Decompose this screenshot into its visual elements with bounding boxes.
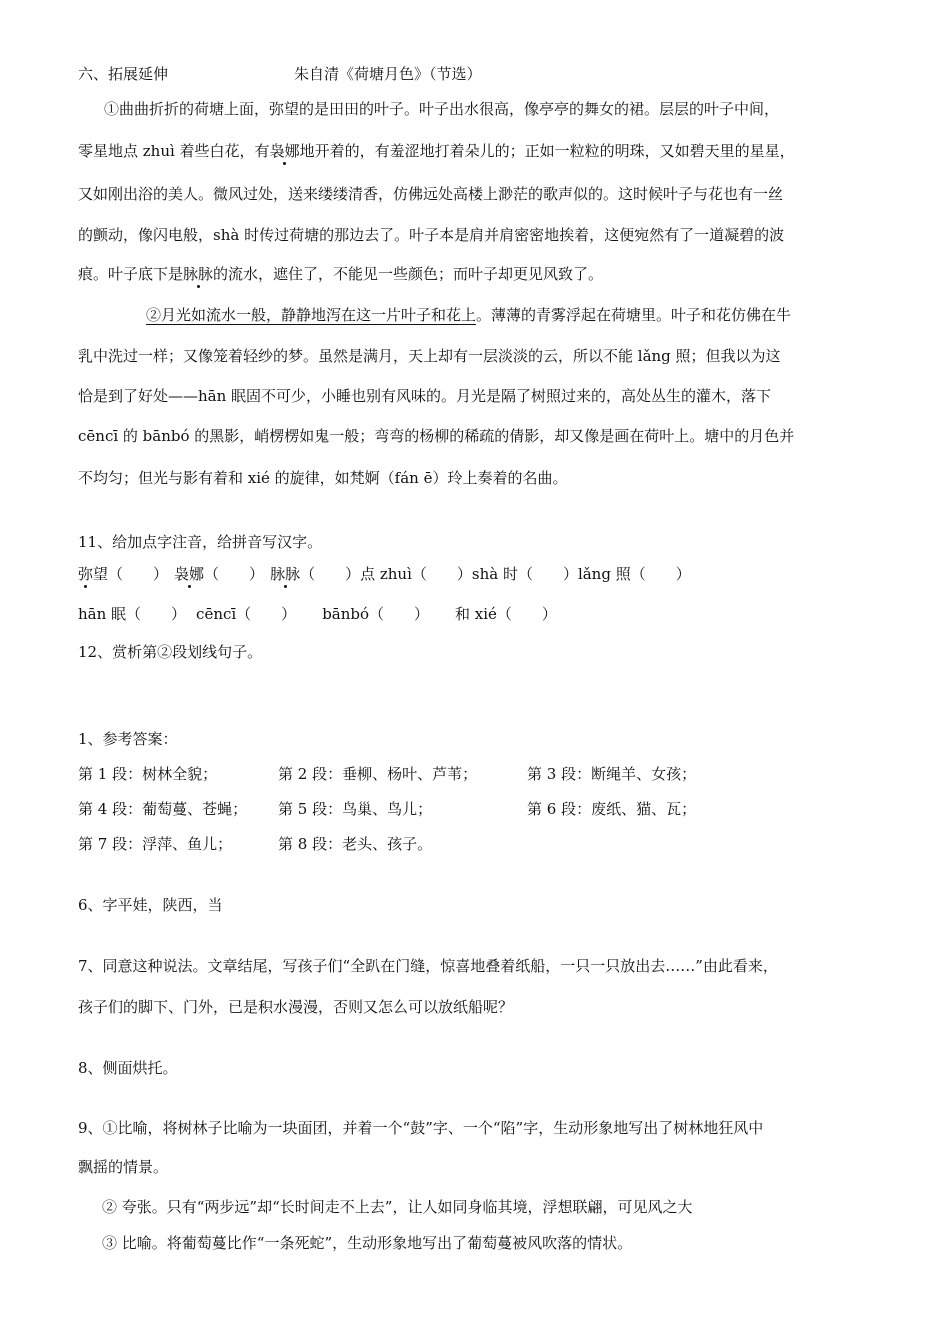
source-title: 朱自清《荷塘月色》（节选） bbox=[294, 65, 482, 83]
underlined-sentence: ②月光如流水一般，静静地泻在这一片叶子和花上 bbox=[146, 306, 477, 324]
p2-line: 乳中洗过一样；又像笼着轻纱的梦。虽然是满月，天上却有一层淡淡的云，所以不能 lǎng 照；但我以为这 bbox=[78, 347, 781, 365]
p2-line: 恰是到了好处——hān 眠固不可少，小睡也别有风味的。月光是隔了树照过来的，高处丛生的灌木，落下 bbox=[78, 387, 772, 405]
answer-cell: 第 7 段：浮萍、鱼儿； bbox=[78, 835, 233, 853]
answer-1-title: 1、参考答案： bbox=[78, 730, 178, 748]
section-heading bbox=[78, 64, 482, 84]
dotted-char: 袅娜 bbox=[269, 142, 300, 160]
answer-9-line: 9、①比喻，将树林子比喻为一块面团，并着一个“鼓”字、一个“陷”字，生动形象地写出了树林地狂风中 bbox=[78, 1119, 764, 1137]
section-title: 六、拓展延伸 bbox=[78, 65, 169, 83]
dotted-char: 袅娜 bbox=[174, 565, 205, 583]
answer-9-line: ② 夸张。只有“两步远”却“长时间走不上去”，让人如同身临其境，浮想联翩，可见风之大 bbox=[102, 1198, 693, 1216]
answer-cell: 第 2 段：垂柳、杨叶、芦苇； bbox=[278, 765, 478, 783]
answer-9-line: ③ 比喻。将葡萄蔓比作“一条死蛇”，生动形象地写出了葡萄蔓被风吹落的情状。 bbox=[102, 1234, 633, 1252]
question-11-row-1: 弥望（ ） 袅娜（ ） 脉脉（ ）点 zhuì（ ）shà 时（ ）lǎng 照（ ） bbox=[78, 565, 691, 583]
p1-line: 零星地点 zhuì 着些白花，有袅娜地开着的，有羞涩地打着朵儿的；正如一粒粒的明珠，又如碧天里的星星， bbox=[78, 142, 795, 160]
dotted-char: 弥 bbox=[78, 565, 94, 583]
answer-7-line: 孩子们的脚下、门外，已是积水漫漫，否则又怎么可以放纸船呢？ bbox=[78, 998, 514, 1016]
p2-line: ②月光如流水一般，静静地泻在这一片叶子和花上。薄薄的青雾浮起在荷塘里。叶子和花仿佛在牛 bbox=[146, 306, 792, 324]
answer-6: 6、字平娃，陕西，当 bbox=[78, 896, 223, 914]
question-11-title: 11、给加点字注音，给拼音写汉字。 bbox=[78, 533, 323, 551]
answer-9-line: 飘摇的情景。 bbox=[78, 1158, 169, 1176]
p2-line: 不均匀；但光与影有着和 xié 的旋律，如梵婀（fán ē）玲上奏着的名曲。 bbox=[78, 469, 568, 487]
question-12-title: 12、赏析第②段划线句子。 bbox=[78, 643, 263, 661]
answer-cell: 第 4 段：葡萄蔓、苍蝇； bbox=[78, 800, 248, 818]
p1-line: 又如刚出浴的美人。微风过处，送来缕缕清香，仿佛远处高楼上渺茫的歌声似的。这时候叶子与花也有一丝 bbox=[78, 185, 784, 203]
dotted-char: 脉脉 bbox=[270, 565, 301, 583]
answer-cell: 第 5 段：鸟巢、鸟儿； bbox=[278, 800, 433, 818]
p2-line: cēncī 的 bānbó 的黑影，峭楞楞如鬼一般；弯弯的杨柳的稀疏的倩影，却又像是画在荷叶上。塘中的月色并 bbox=[78, 427, 795, 445]
answer-cell: 第 1 段：树林全貌； bbox=[78, 765, 218, 783]
question-11-row-2: hān 眠（ ） cēncī（ ） bānbó（ ） 和 xié（ ） bbox=[78, 605, 557, 623]
dotted-char: 脉脉 bbox=[183, 265, 214, 283]
p1-line: ①曲曲折折的荷塘上面，弥望的是田田的叶子。叶子出水很高，像亭亭的舞女的裙。层层的叶子中间， bbox=[104, 100, 780, 118]
answer-cell: 第 3 段：断绳羊、女孩； bbox=[527, 765, 697, 783]
p1-line: 痕。叶子底下是脉脉的流水，遮住了，不能见一些颜色；而叶子却更见风致了。 bbox=[78, 265, 604, 283]
p1-line: 的颤动，像闪电般，shà 时传过荷塘的那边去了。叶子本是肩并肩密密地挨着，这便宛然有了一道凝碧的波 bbox=[78, 226, 785, 244]
answer-7-line: 7、同意这种说法。文章结尾，写孩子们“全趴在门缝，惊喜地叠着纸船，一只一只放出去……”由此看来， bbox=[78, 957, 778, 975]
answer-cell: 第 8 段：老头、孩子。 bbox=[278, 835, 433, 853]
answer-8: 8、侧面烘托。 bbox=[78, 1059, 178, 1077]
answer-cell: 第 6 段：废纸、猫、瓦； bbox=[527, 800, 697, 818]
